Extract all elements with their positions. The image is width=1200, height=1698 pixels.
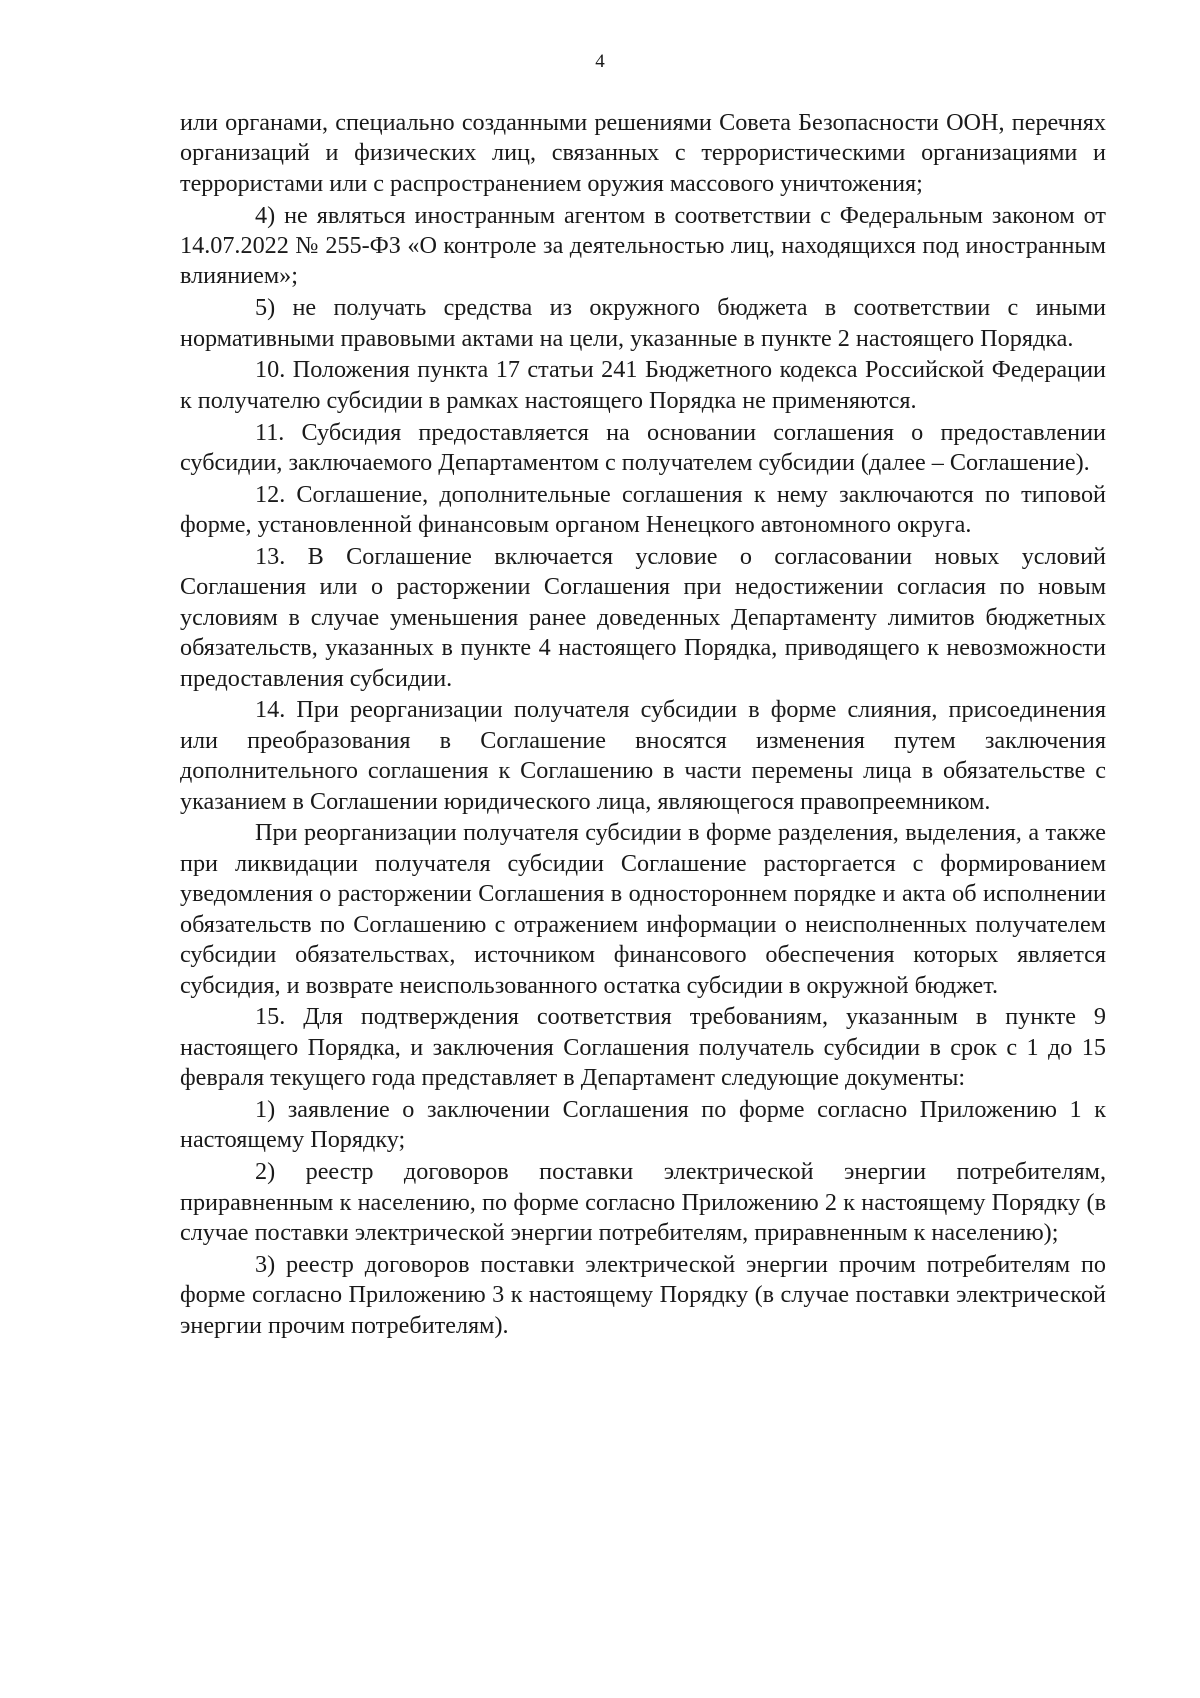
paragraph: 13. В Соглашение включается условие о согласовании новых условий Соглашения или о расторжении Соглашения при недостижении согласия по новым условиям в случае уменьшения ранее доведенных Департаменту лимитов бюджетных обязательств, указанных в пункте 4 настоящего Порядка, приводящего к невозможности предоставления субсидии.: [180, 543, 1106, 692]
paragraph: 5) не получать средства из окружного бюджета в соответствии с иными нормативными правовыми актами на цели, указанные в пункте 2 настоящего Порядка.: [180, 294, 1106, 352]
document-body: [180, 108, 1106, 1342]
paragraph: 1) заявление о заключении Соглашения по форме согласно Приложению 1 к настоящему Порядку;: [180, 1095, 1106, 1154]
paragraph: 3) реестр договоров поставки электрической энергии прочим потребителям по форме согласно Приложению 3 к настоящему Порядку (в случае поставки электрической энергии прочим потребителям).: [180, 1250, 1106, 1339]
paragraph: При реорганизации получателя субсидии в форме разделения, выделения, а также при ликвидации получателя субсидии Соглашение расторгается с формированием уведомления о расторжении Соглашения в одностороннем порядке и акта об исполнении обязательств по Соглашению с отражением информации о неисполненных получателем субсидии обязательствах, источником финансового обеспечения которых является субсидия, и возврате неиспользованного остатка субсидии в окружной бюджет.: [180, 819, 1106, 999]
page-number: 4: [595, 51, 605, 72]
paragraph: 10. Положения пункта 17 статьи 241 Бюджетного кодекса Российской Федерации к получателю субсидии в рамках настоящего Порядка не применяются.: [180, 356, 1106, 414]
paragraph: 2) реестр договоров поставки электрической энергии потребителям, приравненным к населению, по форме согласно Приложению 2 к настоящему Порядку (в случае поставки электрической энергии потребителям, приравненным к населению);: [180, 1158, 1106, 1246]
paragraph: 15. Для подтверждения соответствия требованиям, указанным в пункте 9 настоящего Порядка, и заключения Соглашения получатель субсидии в срок с 1 до 15 февраля текущего года представляет в Департамент следующие документы:: [180, 1003, 1106, 1092]
paragraph: 12. Соглашение, дополнительные соглашения к нему заключаются по типовой форме, установленной финансовым органом Ненецкого автономного округа.: [180, 480, 1106, 539]
paragraph: 11. Субсидия предоставляется на основании соглашения о предоставлении субсидии, заключаемого Департаментом с получателем субсидии (далее – Соглашение).: [180, 418, 1106, 477]
paragraph: 14. При реорганизации получателя субсидии в форме слияния, присоединения или преобразования в Соглашение вносятся изменения путем заключения дополнительного соглашения к Соглашению в части перемены лица в обязательстве с указанием в Соглашении юридического лица, являющегося правопреемником.: [180, 696, 1106, 815]
paragraph: или органами, специально созданными решениями Совета Безопасности ООН, перечнях организаций и физических лиц, связанных с террористическими организациями и террористами или с распространением оружия массового уничтожения;: [180, 109, 1106, 197]
paragraph: 4) не являться иностранным агентом в соответствии с Федеральным законом от 14.07.2022 № 255-ФЗ «О контроле за деятельностью лиц, находящихся под иностранным влиянием»;: [180, 201, 1106, 290]
